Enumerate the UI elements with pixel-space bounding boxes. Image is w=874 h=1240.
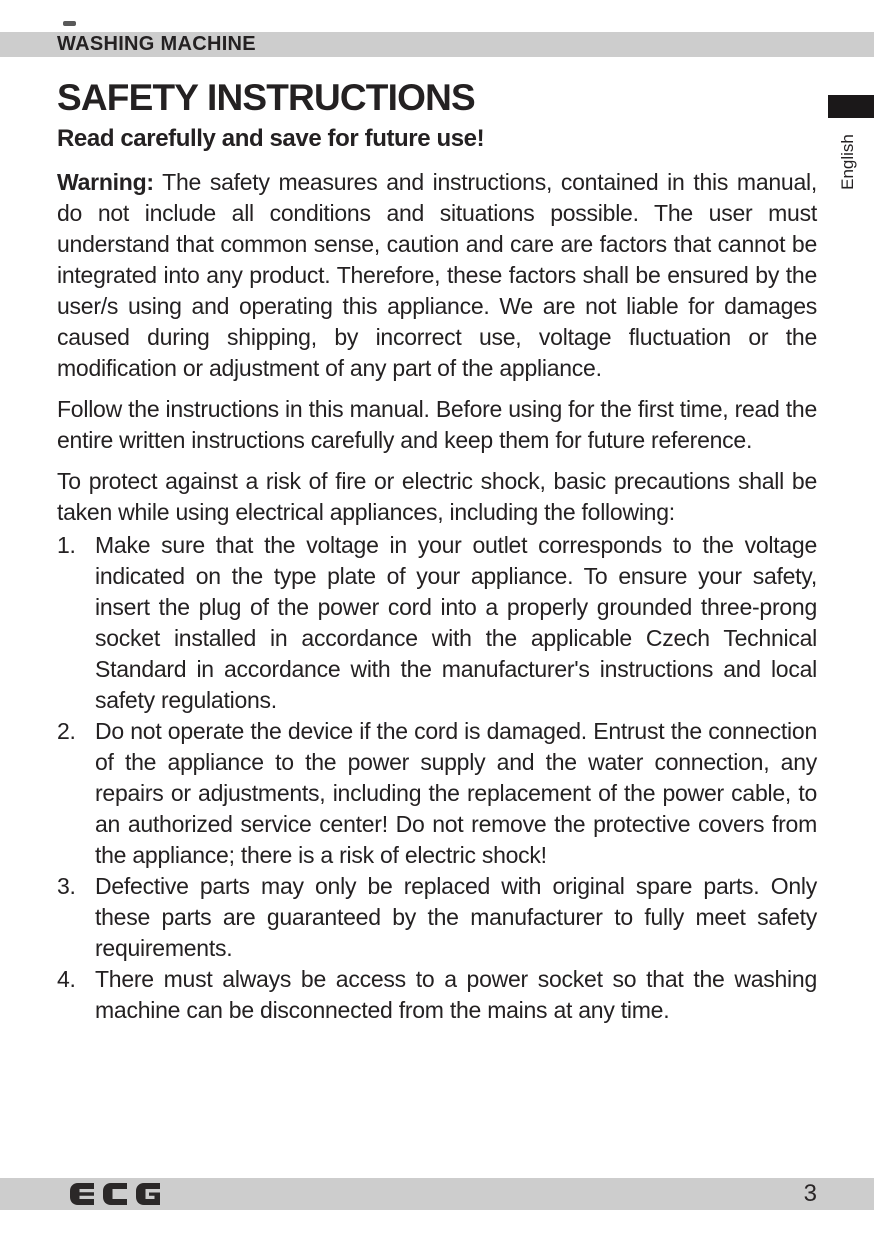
- list-number: 3.: [57, 873, 76, 899]
- header-category: WASHING MACHINE: [57, 33, 256, 55]
- safety-list: [57, 530, 817, 1026]
- ecg-brand-logo: [70, 1183, 160, 1205]
- content-column: [57, 57, 817, 1026]
- warning-paragraph: [57, 167, 817, 384]
- print-artifact: [63, 21, 76, 26]
- language-label: English: [838, 134, 857, 190]
- list-text: Make sure that the voltage in your outlet corresponds to the voltage indicated on the type plate of your appliance. To ensure your safety, insert the plug of the power cord into a properly grounded three-prong socket installed in accordance with the applicable Czech Technical Standard in accordance with the manufacturer's instructions and local safety regulations.: [95, 532, 817, 713]
- intro-paragraph: Follow the instructions in this manual. Before using for the first time, read the entire written instructions carefully and keep them for future reference.: [57, 396, 817, 453]
- language-tab-marker: [828, 95, 874, 118]
- page-subtitle: Read carefully and save for future use!: [57, 125, 485, 152]
- list-text: There must always be access to a power socket so that the washing machine can be disconnected from the mains at any time.: [95, 966, 817, 1023]
- list-number: 2.: [57, 718, 76, 744]
- list-item: [57, 871, 817, 964]
- list-item: [57, 964, 817, 1026]
- warning-text: The safety measures and instructions, contained in this manual, do not include all conditions and situations possible. The user must understand that common sense, caution and care are factors that cannot be integrated into any product. Therefore, these factors shall be ensured by the user/s using and operating this appliance. We are not liable for damages caused during shipping, by incorrect use, voltage fluctuation or the modification or adjustment of any part of the appliance.: [57, 169, 817, 381]
- list-item: [57, 716, 817, 871]
- warning-label: Warning:: [57, 169, 154, 195]
- list-item: [57, 530, 817, 716]
- precautions-paragraph: To protect against a risk of fire or electric shock, basic precautions shall be taken while using electrical appliances, including the following:: [57, 468, 817, 525]
- page-title: SAFETY INSTRUCTIONS: [57, 77, 475, 118]
- footer-band: [0, 1178, 874, 1210]
- header-band: [0, 32, 874, 57]
- page-number: 3: [803, 1180, 817, 1207]
- list-number: 4.: [57, 966, 76, 992]
- list-number: 1.: [57, 532, 76, 558]
- list-text: Do not operate the device if the cord is damaged. Entrust the connection of the appliance to the power supply and the water connection, any repairs or adjustments, including the replacement of the power cable, to an authorized service center! Do not remove the protective covers from the appliance; there is a risk of electric shock!: [95, 718, 817, 868]
- list-text: Defective parts may only be replaced with original spare parts. Only these parts are guaranteed by the manufacturer to fully meet safety requirements.: [95, 873, 817, 961]
